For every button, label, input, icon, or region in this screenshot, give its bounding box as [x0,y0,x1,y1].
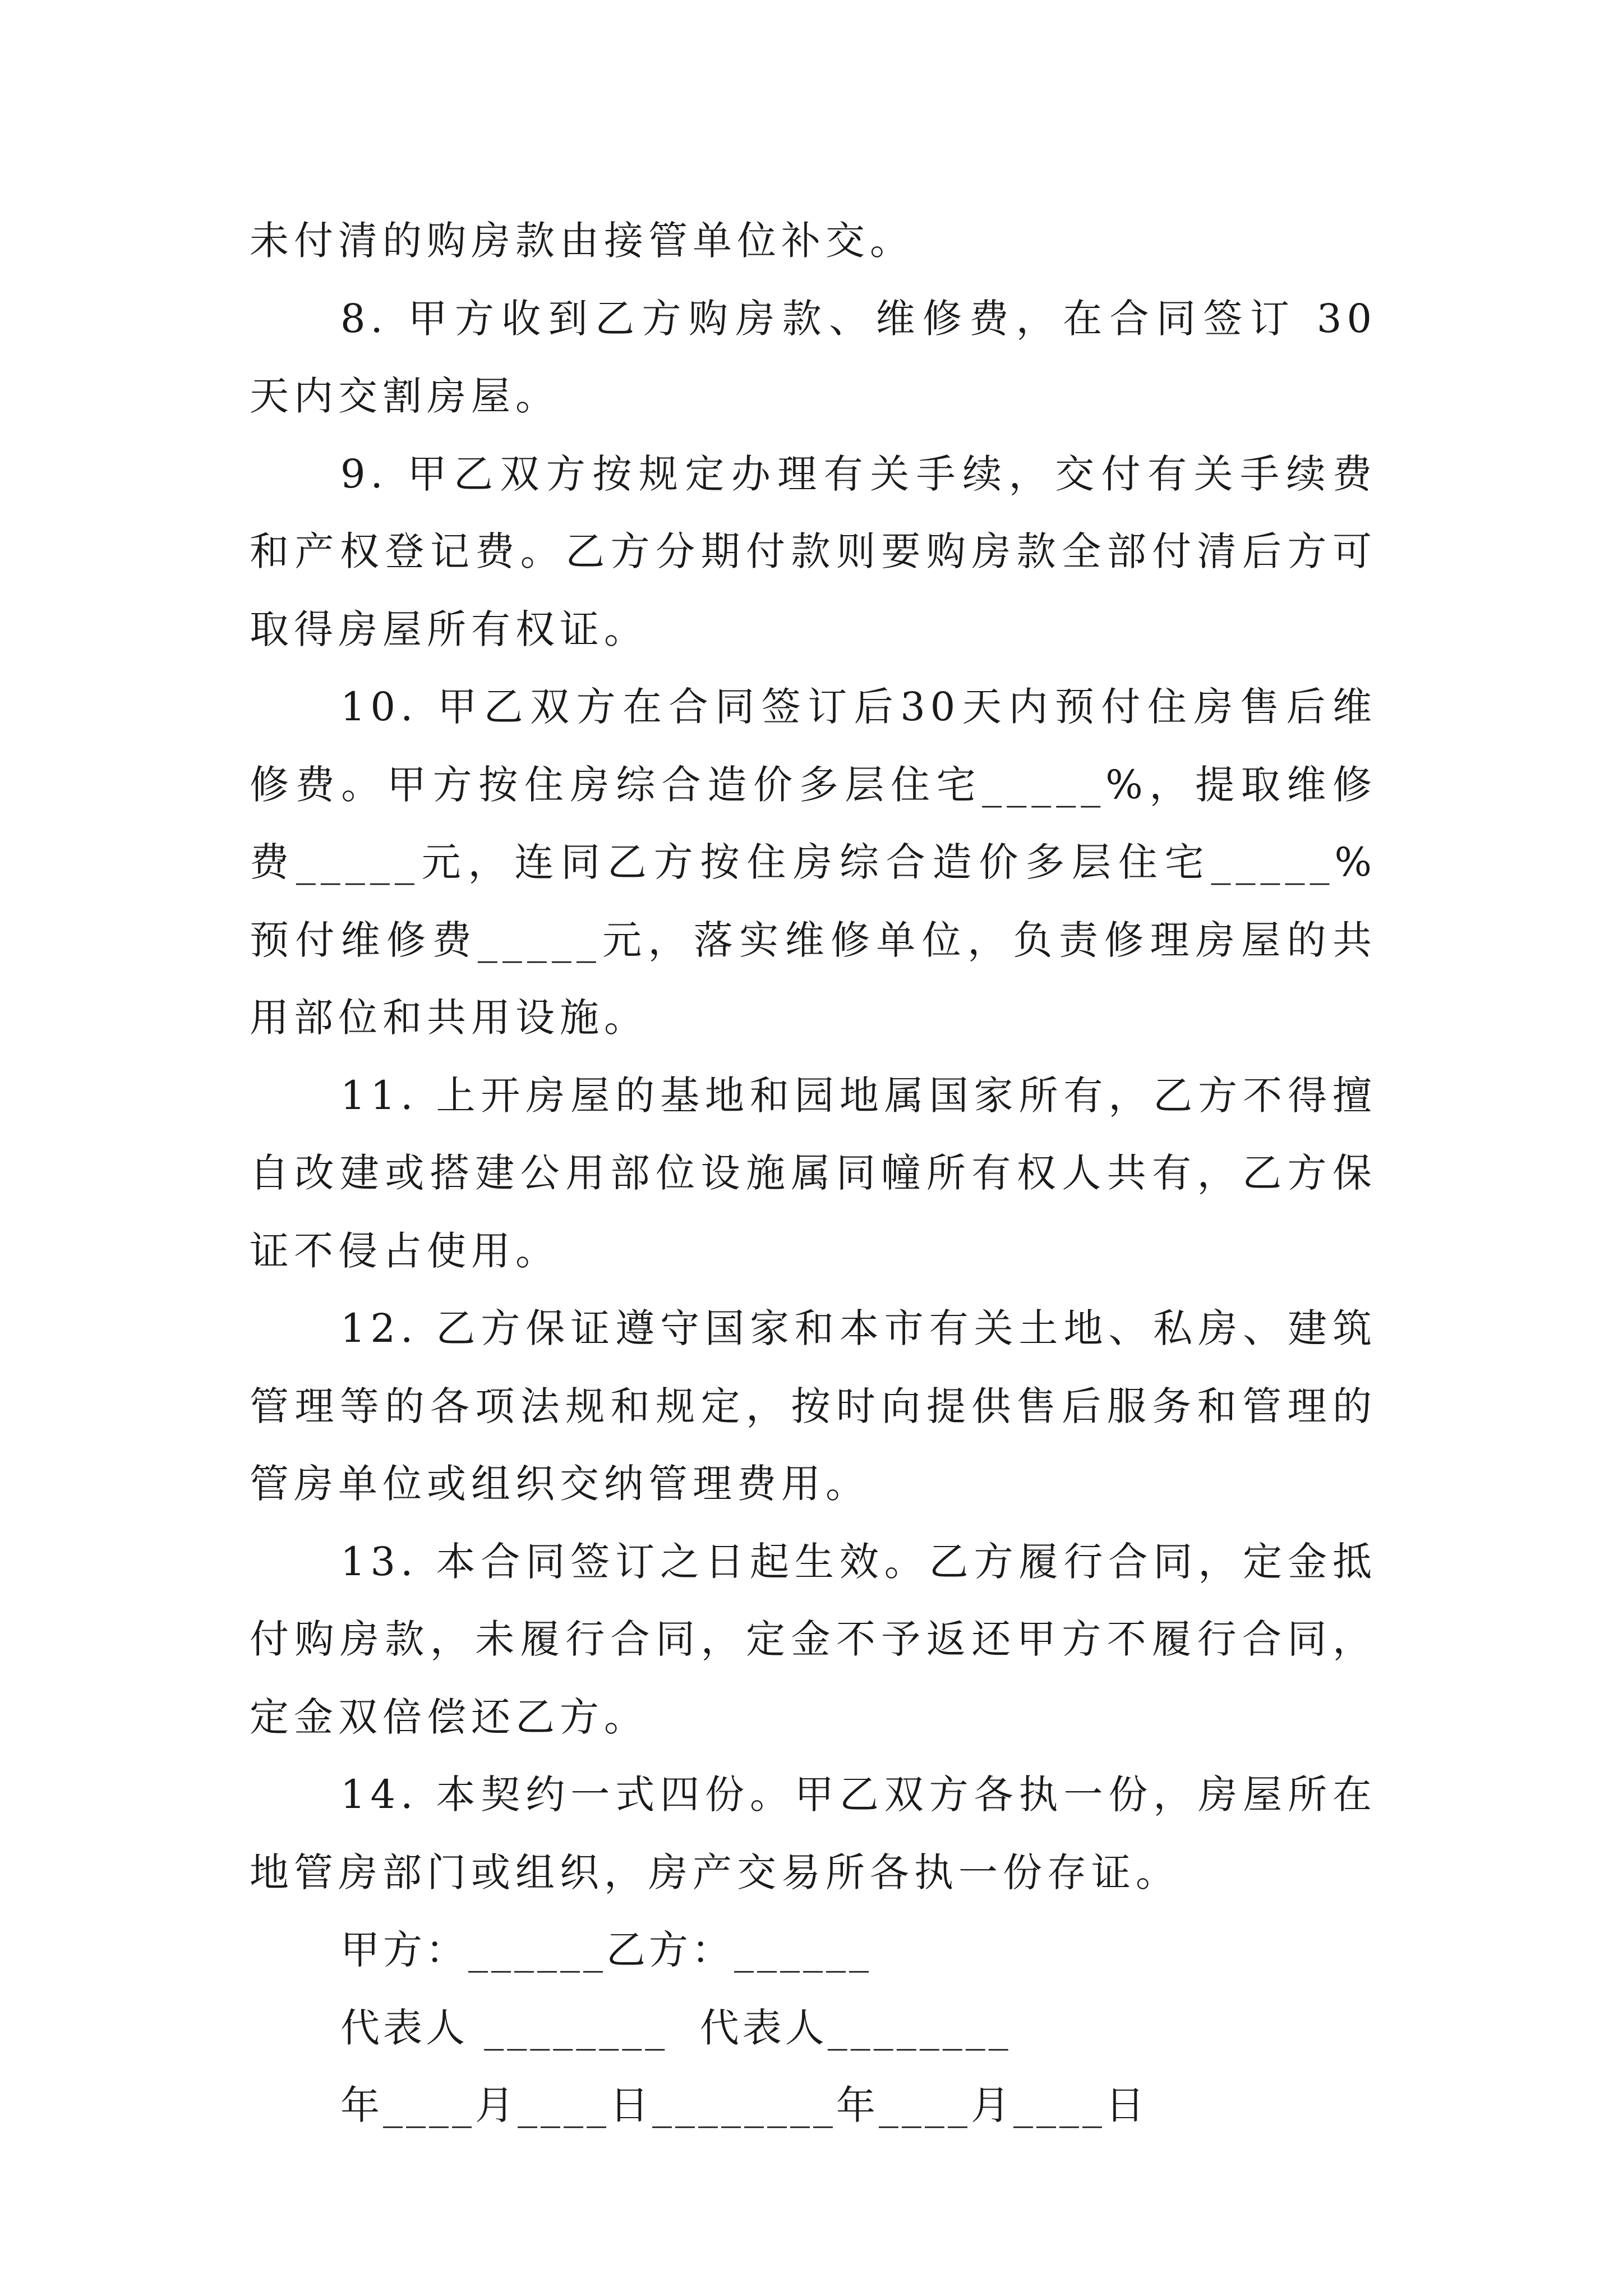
clause-14: 14. 本契约一式四份。甲乙双方各执一份，房屋所在地管房部门或组织，房产交易所各执一份存证。 [250,1772,1377,1895]
clause-8: 8. 甲方收到乙方购房款、维修费，在合同签订 30 天内交割房屋。 [250,295,1377,419]
clause-9: 9. 甲乙双方按规定办理有关手续，交付有关手续费和产权登记费。乙方分期付款则要购房款全部付清后方可取得房屋所有权证。 [250,450,1377,652]
clause-13: 13. 本合同签订之日起生效。乙方履行合同，定金抵付购房款，未履行合同，定金不予返还甲方不履行合同，定金双倍偿还乙方。 [250,1538,1377,1740]
clause-12: 12. 乙方保证遵守国家和本市有关土地、私房、建筑管理等的各项法规和规定，按时向提供售后服务和管理的管房单位或组织交纳管理费用。 [250,1305,1377,1507]
contract-body [250,202,1377,2145]
clause-11: 11. 上开房屋的基地和园地属国家所有，乙方不得擅自改建或搭建公用部位设施属同幢所有权人共有，乙方保证不侵占使用。 [250,1072,1377,1274]
signature-representatives: 代表人 ________ 代表人________ [340,2004,1012,2051]
clause-10: 10. 甲乙双方在合同签订后30天内预付住房售后维修费。甲方按住房综合造价多层住宅_____%，提取维修费_____元，连同乙方按住房综合造价多层住宅_____%预付维修费_____元，落实维修单位，负责修理房屋的共用部位和共用设施。 [250,684,1377,1041]
signature-dates: 年____月____日________年____月____日 [340,2082,1148,2128]
paragraph-continuation: 未付清的购房款由接管单位补交。 [250,218,914,264]
signature-parties: 甲方：______乙方：______ [340,1927,872,1973]
